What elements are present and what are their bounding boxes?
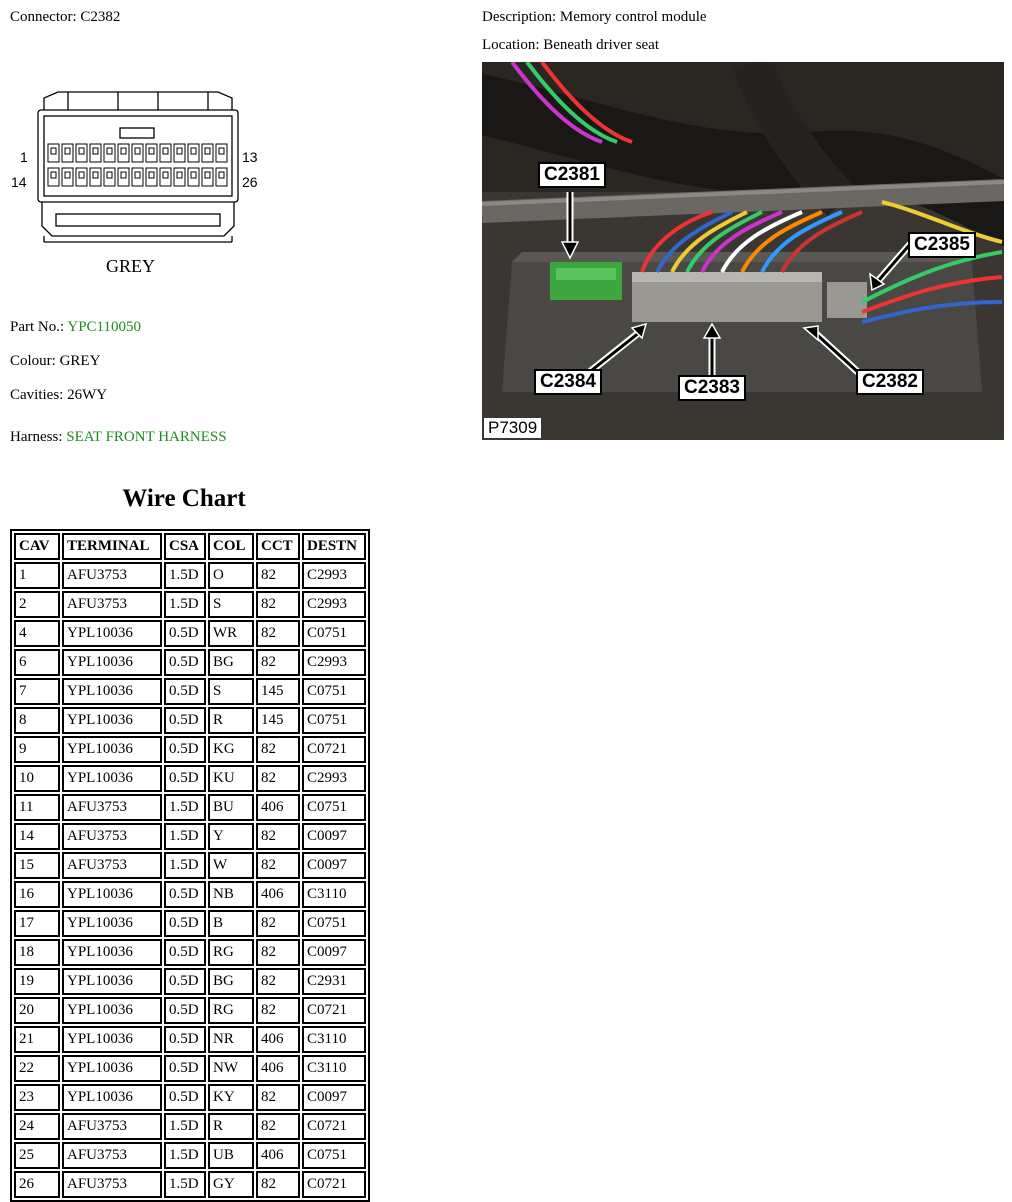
location-photo bbox=[482, 62, 1004, 440]
cell-terminal: YPL10036 bbox=[62, 1026, 162, 1053]
cell-col: KG bbox=[208, 736, 254, 763]
cavity bbox=[132, 168, 143, 186]
cavity bbox=[118, 144, 129, 162]
callout-c2385: C2385 bbox=[908, 232, 976, 258]
cell-destn: C0751 bbox=[302, 678, 366, 705]
table-row bbox=[14, 1084, 366, 1111]
col-header-csa: CSA bbox=[164, 533, 206, 560]
cell-col: R bbox=[208, 1113, 254, 1140]
cell-terminal: YPL10036 bbox=[62, 1055, 162, 1082]
cavity-terminal bbox=[121, 172, 126, 178]
cell-terminal: YPL10036 bbox=[62, 620, 162, 647]
connector-colour-text: GREY bbox=[106, 256, 155, 276]
cavity bbox=[76, 168, 87, 186]
cell-cct: 145 bbox=[256, 707, 300, 734]
part-number bbox=[10, 318, 141, 336]
cavity-terminal bbox=[149, 148, 154, 154]
table-row bbox=[14, 881, 366, 908]
cell-cav: 15 bbox=[14, 852, 60, 879]
cell-col: KY bbox=[208, 1084, 254, 1111]
col-header-cct: CCT bbox=[256, 533, 300, 560]
cavity bbox=[202, 168, 213, 186]
cell-destn: C2993 bbox=[302, 765, 366, 792]
colour-line: Colour: GREY bbox=[10, 353, 101, 369]
cell-destn: C0721 bbox=[302, 736, 366, 763]
cavity-terminal bbox=[163, 172, 168, 178]
cell-cav: 20 bbox=[14, 997, 60, 1024]
cell-destn: C0097 bbox=[302, 852, 366, 879]
cell-col: NR bbox=[208, 1026, 254, 1053]
harness-label: Harness: bbox=[10, 429, 63, 445]
cell-csa: 0.5D bbox=[164, 620, 206, 647]
cell-cav: 24 bbox=[14, 1113, 60, 1140]
cell-col: NW bbox=[208, 1055, 254, 1082]
cell-cct: 82 bbox=[256, 1084, 300, 1111]
cavity-terminal bbox=[79, 148, 84, 154]
cell-csa: 0.5D bbox=[164, 736, 206, 763]
cell-col: NB bbox=[208, 881, 254, 908]
cell-cav: 2 bbox=[14, 591, 60, 618]
cell-destn: C0721 bbox=[302, 1171, 366, 1198]
callout-c2384: C2384 bbox=[534, 369, 602, 395]
cell-destn: C0097 bbox=[302, 1084, 366, 1111]
cell-cav: 25 bbox=[14, 1142, 60, 1169]
cell-csa: 0.5D bbox=[164, 968, 206, 995]
pin-label-14: 14 bbox=[11, 174, 27, 190]
table-row bbox=[14, 997, 366, 1024]
cavity bbox=[216, 144, 227, 162]
cavity-terminal bbox=[219, 148, 224, 154]
cavity bbox=[62, 144, 73, 162]
cell-cav: 7 bbox=[14, 678, 60, 705]
table-row bbox=[14, 562, 366, 589]
harness-line bbox=[10, 428, 227, 446]
cell-cct: 406 bbox=[256, 794, 300, 821]
cavity-terminal bbox=[51, 172, 56, 178]
cell-csa: 0.5D bbox=[164, 765, 206, 792]
table-row bbox=[14, 765, 366, 792]
cell-destn: C3110 bbox=[302, 881, 366, 908]
table-row bbox=[14, 1055, 366, 1082]
cavity-terminal bbox=[135, 148, 140, 154]
cell-cct: 82 bbox=[256, 968, 300, 995]
cell-col: WR bbox=[208, 620, 254, 647]
cell-terminal: YPL10036 bbox=[62, 997, 162, 1024]
cell-terminal: AFU3753 bbox=[62, 852, 162, 879]
cell-destn: C2993 bbox=[302, 649, 366, 676]
cell-cav: 4 bbox=[14, 620, 60, 647]
cavity bbox=[174, 144, 185, 162]
col-header-destn: DESTN bbox=[302, 533, 366, 560]
cell-csa: 0.5D bbox=[164, 910, 206, 937]
table-row bbox=[14, 1026, 366, 1053]
cell-cct: 82 bbox=[256, 736, 300, 763]
table-row bbox=[14, 794, 366, 821]
cavity bbox=[90, 144, 101, 162]
cell-cav: 21 bbox=[14, 1026, 60, 1053]
cavity bbox=[160, 144, 171, 162]
cavity bbox=[146, 144, 157, 162]
cavity-terminal bbox=[79, 172, 84, 178]
cell-cav: 18 bbox=[14, 939, 60, 966]
part-number-label: Part No.: bbox=[10, 319, 65, 335]
cell-cav: 8 bbox=[14, 707, 60, 734]
cell-col: GY bbox=[208, 1171, 254, 1198]
cell-csa: 0.5D bbox=[164, 997, 206, 1024]
cavity bbox=[48, 168, 59, 186]
table-row bbox=[14, 1171, 366, 1198]
cavity bbox=[118, 168, 129, 186]
cell-csa: 0.5D bbox=[164, 707, 206, 734]
cell-cct: 82 bbox=[256, 1171, 300, 1198]
cell-csa: 1.5D bbox=[164, 852, 206, 879]
connector-face-diagram bbox=[8, 88, 268, 284]
cavity-terminal bbox=[107, 148, 112, 154]
cell-col: B bbox=[208, 910, 254, 937]
cell-csa: 0.5D bbox=[164, 1026, 206, 1053]
cell-cct: 406 bbox=[256, 1142, 300, 1169]
connector-drawing bbox=[8, 88, 268, 284]
cavity bbox=[146, 168, 157, 186]
cell-destn: C0751 bbox=[302, 707, 366, 734]
cell-cct: 82 bbox=[256, 1113, 300, 1140]
cell-csa: 0.5D bbox=[164, 1084, 206, 1111]
table-row bbox=[14, 620, 366, 647]
cell-csa: 1.5D bbox=[164, 1113, 206, 1140]
cell-cct: 82 bbox=[256, 823, 300, 850]
cell-cav: 16 bbox=[14, 881, 60, 908]
cell-terminal: AFU3753 bbox=[62, 794, 162, 821]
table-row bbox=[14, 1113, 366, 1140]
col-header-col: COL bbox=[208, 533, 254, 560]
cell-cav: 23 bbox=[14, 1084, 60, 1111]
part-number-link[interactable]: YPC110050 bbox=[67, 319, 141, 335]
cell-terminal: AFU3753 bbox=[62, 823, 162, 850]
cell-cct: 82 bbox=[256, 620, 300, 647]
pin-label-13: 13 bbox=[242, 149, 258, 165]
cell-terminal: YPL10036 bbox=[62, 910, 162, 937]
cell-cav: 11 bbox=[14, 794, 60, 821]
cell-col: S bbox=[208, 591, 254, 618]
cell-cct: 145 bbox=[256, 678, 300, 705]
description-label: Description: Memory control module bbox=[482, 9, 707, 25]
cavity bbox=[132, 144, 143, 162]
cell-destn: C0721 bbox=[302, 1113, 366, 1140]
cell-destn: C0751 bbox=[302, 1142, 366, 1169]
wire-chart-title: Wire Chart bbox=[122, 485, 246, 512]
cell-destn: C0751 bbox=[302, 794, 366, 821]
cavity-terminal bbox=[177, 148, 182, 154]
cell-destn: C0097 bbox=[302, 939, 366, 966]
cavity bbox=[48, 144, 59, 162]
cell-cct: 82 bbox=[256, 562, 300, 589]
cell-destn: C0751 bbox=[302, 910, 366, 937]
cavity-terminal bbox=[93, 148, 98, 154]
cavity-terminal bbox=[191, 148, 196, 154]
cell-terminal: YPL10036 bbox=[62, 678, 162, 705]
cavity-terminal bbox=[177, 172, 182, 178]
cell-csa: 1.5D bbox=[164, 591, 206, 618]
cell-terminal: YPL10036 bbox=[62, 736, 162, 763]
cell-terminal: AFU3753 bbox=[62, 1171, 162, 1198]
cell-cav: 19 bbox=[14, 968, 60, 995]
cavity bbox=[174, 168, 185, 186]
cell-csa: 1.5D bbox=[164, 823, 206, 850]
cell-destn: C0721 bbox=[302, 997, 366, 1024]
cell-col: S bbox=[208, 678, 254, 705]
table-row bbox=[14, 852, 366, 879]
cavity-terminal bbox=[65, 148, 70, 154]
table-row bbox=[14, 736, 366, 763]
cavity bbox=[62, 168, 73, 186]
cavity-terminal bbox=[135, 172, 140, 178]
callout-c2383: C2383 bbox=[678, 375, 746, 401]
cell-destn: C3110 bbox=[302, 1026, 366, 1053]
cell-col: KU bbox=[208, 765, 254, 792]
photo-id: P7309 bbox=[484, 418, 541, 438]
cavity-terminal bbox=[205, 148, 210, 154]
cell-csa: 0.5D bbox=[164, 678, 206, 705]
cell-col: UB bbox=[208, 1142, 254, 1169]
cavity-terminal bbox=[163, 148, 168, 154]
cavity-terminal bbox=[51, 148, 56, 154]
table-header-row bbox=[14, 533, 366, 560]
cell-cct: 406 bbox=[256, 1026, 300, 1053]
cell-col: BG bbox=[208, 968, 254, 995]
cavity bbox=[216, 168, 227, 186]
cell-col: BU bbox=[208, 794, 254, 821]
cell-col: R bbox=[208, 707, 254, 734]
cavity bbox=[104, 168, 115, 186]
table-row bbox=[14, 678, 366, 705]
cell-terminal: YPL10036 bbox=[62, 939, 162, 966]
cell-cav: 6 bbox=[14, 649, 60, 676]
cell-cct: 82 bbox=[256, 910, 300, 937]
cavity bbox=[188, 144, 199, 162]
cell-cav: 10 bbox=[14, 765, 60, 792]
cell-terminal: YPL10036 bbox=[62, 881, 162, 908]
cell-col: RG bbox=[208, 997, 254, 1024]
table-row bbox=[14, 1142, 366, 1169]
cavity-terminal bbox=[205, 172, 210, 178]
cell-terminal: YPL10036 bbox=[62, 649, 162, 676]
cavity bbox=[90, 168, 101, 186]
pin-label-26: 26 bbox=[242, 174, 258, 190]
cell-cav: 17 bbox=[14, 910, 60, 937]
cell-terminal: AFU3753 bbox=[62, 1142, 162, 1169]
cell-destn: C0097 bbox=[302, 823, 366, 850]
cell-col: RG bbox=[208, 939, 254, 966]
cell-terminal: AFU3753 bbox=[62, 562, 162, 589]
col-header-terminal: TERMINAL bbox=[62, 533, 162, 560]
cell-cav: 26 bbox=[14, 1171, 60, 1198]
wire-chart-table bbox=[10, 529, 370, 1202]
cell-csa: 1.5D bbox=[164, 1142, 206, 1169]
cavity-terminal bbox=[121, 148, 126, 154]
connector-label: Connector: C2382 bbox=[10, 9, 121, 25]
cavity-terminal bbox=[65, 172, 70, 178]
cell-destn: C2993 bbox=[302, 562, 366, 589]
cavity bbox=[76, 144, 87, 162]
harness-link[interactable]: SEAT FRONT HARNESS bbox=[66, 429, 227, 445]
cell-col: BG bbox=[208, 649, 254, 676]
cavity-terminal bbox=[191, 172, 196, 178]
cell-cav: 22 bbox=[14, 1055, 60, 1082]
table-row bbox=[14, 823, 366, 850]
cell-csa: 0.5D bbox=[164, 939, 206, 966]
col-header-cav: CAV bbox=[14, 533, 60, 560]
cavity-terminal bbox=[149, 172, 154, 178]
cavity bbox=[202, 144, 213, 162]
cell-cct: 82 bbox=[256, 765, 300, 792]
cavity bbox=[104, 144, 115, 162]
cavity bbox=[188, 168, 199, 186]
cell-csa: 0.5D bbox=[164, 881, 206, 908]
cavity bbox=[160, 168, 171, 186]
cavity-terminal bbox=[93, 172, 98, 178]
cell-destn: C2993 bbox=[302, 591, 366, 618]
cell-cct: 406 bbox=[256, 1055, 300, 1082]
cell-csa: 0.5D bbox=[164, 1055, 206, 1082]
cell-cct: 406 bbox=[256, 881, 300, 908]
cell-terminal: YPL10036 bbox=[62, 707, 162, 734]
cell-cct: 82 bbox=[256, 852, 300, 879]
callout-c2382: C2382 bbox=[856, 369, 924, 395]
cell-terminal: AFU3753 bbox=[62, 1113, 162, 1140]
callout-c2381: C2381 bbox=[538, 162, 606, 188]
cell-destn: C0751 bbox=[302, 620, 366, 647]
cavities-line: Cavities: 26WY bbox=[10, 387, 108, 403]
cell-col: W bbox=[208, 852, 254, 879]
cell-cav: 1 bbox=[14, 562, 60, 589]
cell-destn: C3110 bbox=[302, 1055, 366, 1082]
cell-destn: C2931 bbox=[302, 968, 366, 995]
cell-col: O bbox=[208, 562, 254, 589]
cell-cav: 14 bbox=[14, 823, 60, 850]
cell-cav: 9 bbox=[14, 736, 60, 763]
cell-cct: 82 bbox=[256, 939, 300, 966]
cell-terminal: YPL10036 bbox=[62, 968, 162, 995]
cell-csa: 1.5D bbox=[164, 562, 206, 589]
table-row bbox=[14, 939, 366, 966]
cell-terminal: YPL10036 bbox=[62, 765, 162, 792]
cell-csa: 0.5D bbox=[164, 649, 206, 676]
cell-cct: 82 bbox=[256, 997, 300, 1024]
cell-csa: 1.5D bbox=[164, 1171, 206, 1198]
table-row bbox=[14, 968, 366, 995]
table-row bbox=[14, 910, 366, 937]
table-row bbox=[14, 591, 366, 618]
cavity-terminal bbox=[219, 172, 224, 178]
cavity-terminal bbox=[107, 172, 112, 178]
cell-terminal: YPL10036 bbox=[62, 1084, 162, 1111]
location-label: Location: Beneath driver seat bbox=[482, 37, 660, 53]
cell-cct: 82 bbox=[256, 649, 300, 676]
pin-label-1: 1 bbox=[20, 149, 28, 165]
cell-cct: 82 bbox=[256, 591, 300, 618]
cell-terminal: AFU3753 bbox=[62, 591, 162, 618]
table-row bbox=[14, 707, 366, 734]
table-row bbox=[14, 649, 366, 676]
cell-col: Y bbox=[208, 823, 254, 850]
cell-csa: 1.5D bbox=[164, 794, 206, 821]
